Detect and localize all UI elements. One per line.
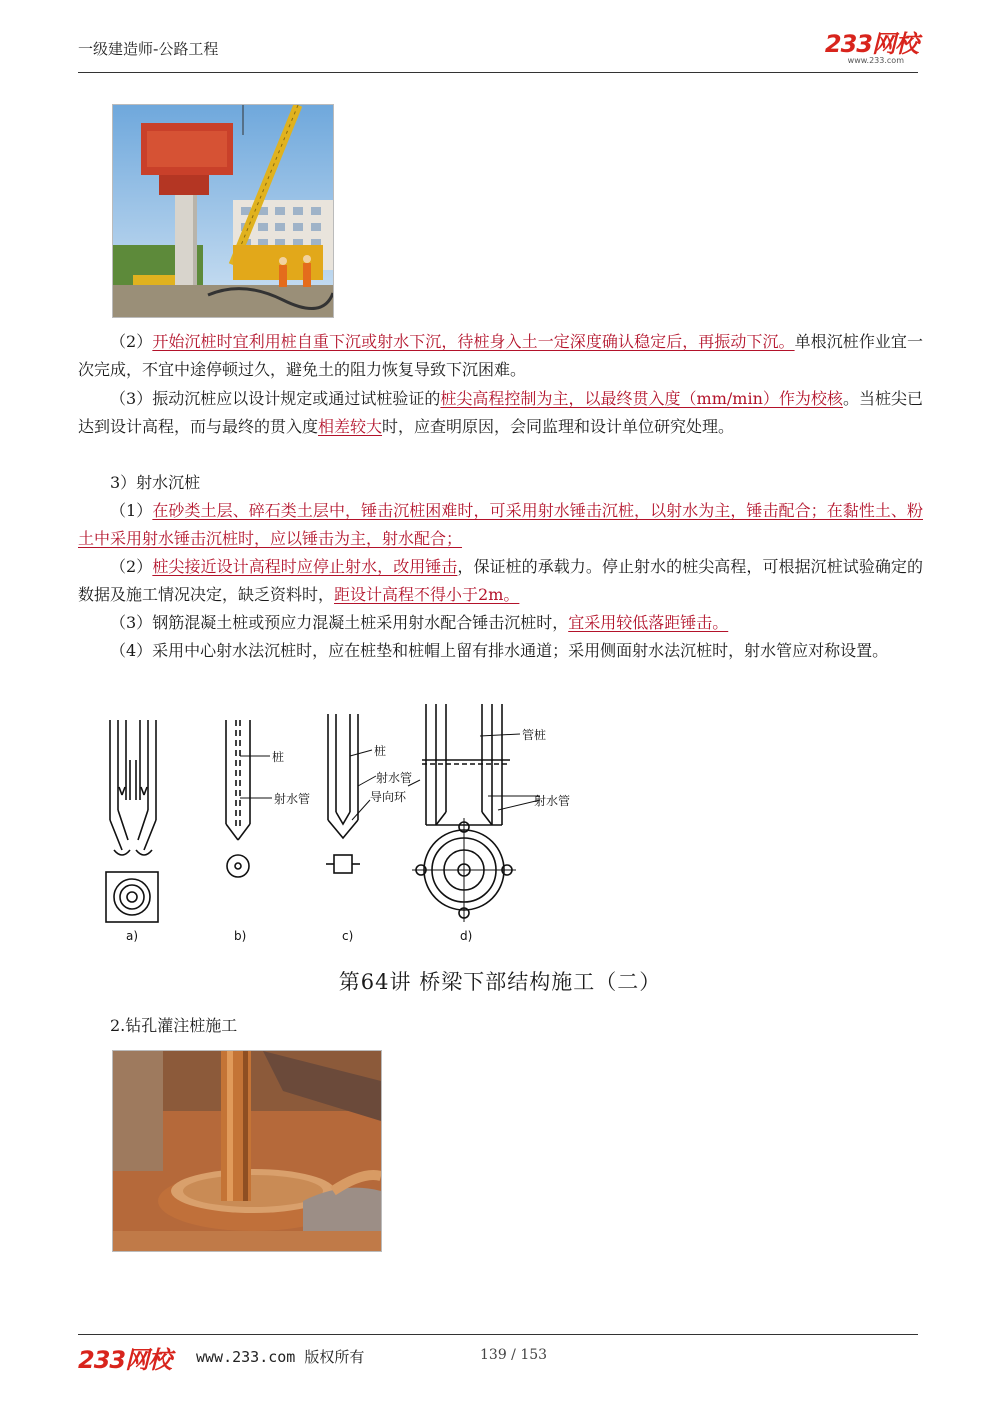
caption-a: a): [126, 929, 139, 943]
caption-b: b): [234, 929, 247, 943]
page-footer: [78, 1334, 918, 1375]
item-number: （2）: [110, 332, 153, 351]
subheading-bored-pile: 2.钻孔灌注桩施工: [110, 1016, 238, 1035]
label-pile: 桩: [272, 750, 285, 764]
label-pile-c: 桩: [374, 744, 387, 758]
bored-pile-photo: [112, 1050, 382, 1252]
label-jet-pipe: 射水管: [274, 792, 311, 806]
paragraph-text: 单根沉桩作业宜一次完成，不宜中途停顿过久，避免土的阻力恢复导致下沉困难。: [78, 332, 923, 379]
diagram-a: [106, 720, 158, 922]
paragraph-text: 。当桩尖已达到设计高程，而与最终的贯入度: [78, 389, 923, 436]
key-point: 距设计高程不得小于2m。: [334, 585, 520, 604]
label-guide-ring: 导向环: [370, 790, 407, 804]
heading-water-jet: 3）射水沉桩: [110, 473, 201, 492]
paragraph-vibration-start: [78, 328, 923, 384]
diagram-b: [226, 720, 272, 877]
label-jet-pipe-c: 射水管: [376, 771, 413, 785]
water-jet-diagram: [100, 700, 590, 950]
paragraph-jet-stop: [78, 553, 923, 609]
label-pipe-pile: 管桩: [522, 728, 547, 742]
diagram-d: [408, 704, 540, 922]
key-point: 桩尖高程控制为主，以最终贯入度（mm/min）作为校核: [440, 389, 843, 408]
pile-driver-photo: [112, 104, 334, 318]
key-point: 相差较大: [318, 417, 383, 436]
pile-driver-illustration: [113, 105, 333, 317]
paragraph-text: 振动沉桩应以设计规定或通过试桩验证的: [152, 389, 441, 408]
key-point: 在砂类土层、碎石类土层中，锤击沉桩困难时，可采用射水锤击沉桩，以射水为主，锤击配合；在黏性土、粉土中采用射水锤击沉桩时，应以锤击为主，射水配合；: [78, 501, 923, 548]
key-point: 宜采用较低落距锤击。: [568, 613, 729, 632]
item-number: （2）: [110, 557, 153, 576]
paragraph-text: 时，应查明原因，会同监理和设计单位研究处理。: [382, 417, 735, 436]
key-point: 桩尖接近设计高程时应停止射水，改用锤击: [152, 557, 458, 576]
logo-text: 233网校: [824, 30, 918, 58]
bored-pile-illustration: [113, 1051, 381, 1251]
page-header: [78, 30, 918, 73]
paragraph-text: ，保证桩的承载力。停止射水的桩尖高程，可根据沉桩试验确定的数据及施工情况决定，缺乏资料时，: [78, 557, 923, 604]
paragraph-jet-concrete: [78, 609, 923, 637]
paragraph-vibration-control: [78, 385, 923, 441]
diagram-c: [326, 714, 376, 873]
caption-d: d): [460, 929, 473, 943]
section-title: 第64讲 桥梁下部结构施工（二）: [338, 970, 662, 994]
paragraph-jet-soil: [78, 497, 923, 553]
item-number: （3）: [110, 613, 153, 632]
brand-logo: [825, 32, 918, 65]
header-title: 一级建造师-公路工程: [78, 40, 219, 58]
logo-url: www.233.com: [847, 56, 904, 65]
page-number: 139 / 153: [480, 1347, 548, 1363]
item-number: （1）: [110, 501, 153, 520]
key-point: 开始沉桩时宜利用桩自重下沉或射水下沉，待桩身入土一定深度确认稳定后，再振动下沉。: [152, 332, 795, 351]
item-number: （3）: [110, 389, 153, 408]
paragraph-text: 钢筋混凝土桩或预应力混凝土桩采用射水配合锤击沉桩时，: [152, 613, 569, 632]
caption-c: c): [342, 929, 354, 943]
label-jet-pipe-d: 射水管: [534, 794, 571, 808]
paragraph-jet-center: （4）采用中心射水法沉桩时，应在桩垫和桩帽上留有排水通道；采用侧面射水法沉桩时，射水管应对称设置。: [110, 641, 889, 660]
footer-logo: 233网校: [78, 1346, 172, 1374]
footer-copyright: www.233.com 版权所有: [196, 1348, 365, 1366]
